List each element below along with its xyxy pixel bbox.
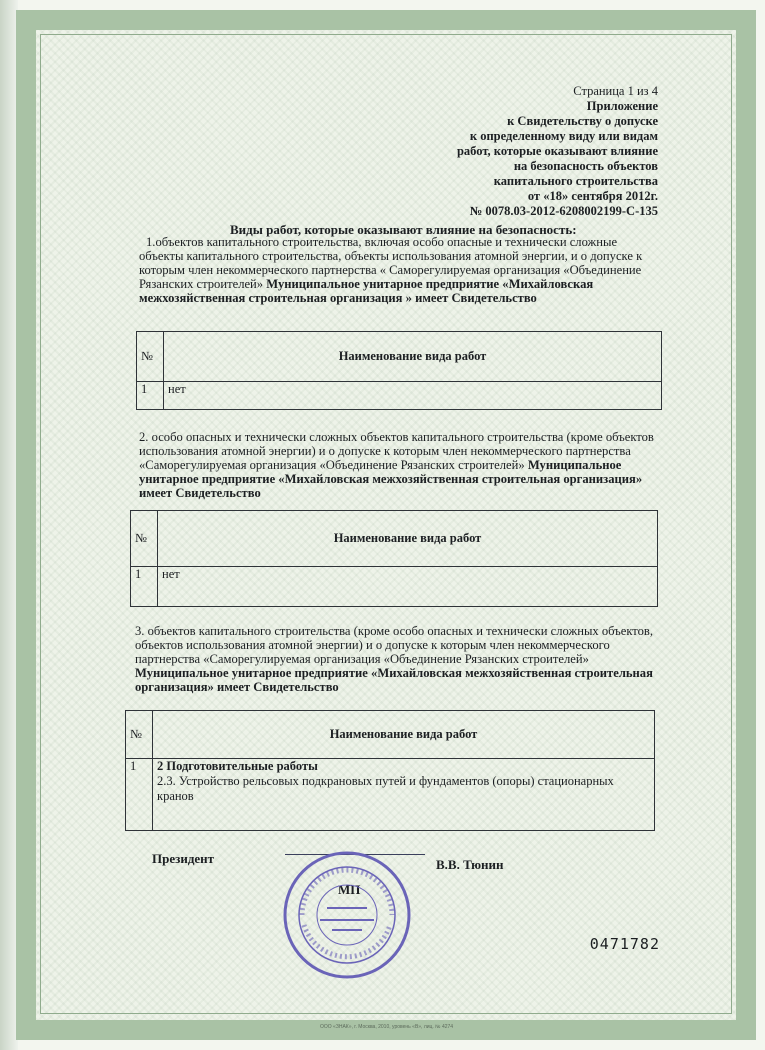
table-header-row [131, 511, 658, 567]
header-line-2: к Свидетельству о допуске [507, 114, 658, 128]
block3-line3: партнерства «Саморегулируемая организация «Объединение Рязанских строителей» [135, 652, 589, 666]
works-table-3 [125, 710, 655, 831]
table-header-num: № [126, 711, 153, 759]
page-number: Страница 1 из 4 [573, 84, 658, 98]
block2-line3 [139, 458, 659, 472]
block2-line4: унитарное предприятие «Михайловская межхозяйственная строительная организация» [139, 472, 643, 486]
header-line-3: к определенному виду или видам [469, 129, 658, 143]
row-name: нет [164, 382, 662, 410]
header-line-1: Приложение [586, 99, 658, 113]
certificate-number: № 0078.03-2012-6208002199-С-135 [469, 204, 658, 218]
work-group: 2 Подготовительные работы [157, 759, 318, 773]
row-content [153, 759, 655, 831]
works-table-2 [130, 510, 658, 607]
block3-line4: Муниципальное унитарное предприятие «Михайловская межхозяйственная строительная [135, 666, 653, 680]
block3-line5-a: организация» [135, 680, 214, 694]
table-header-name: Наименование вида работ [158, 511, 658, 567]
table-header-row [137, 332, 662, 382]
mp-label: МП [338, 882, 361, 897]
block2-line3-a: «Саморегулируемая организация «Объединение Рязанских строителей» [139, 458, 525, 472]
block1-line4-b: Муниципальное унитарное предприятие «Михайловская [266, 277, 594, 291]
block1-line3: которым член некоммерческого партнерства « Саморегулируемая организация «Объединение [139, 263, 642, 277]
table-row [126, 759, 655, 831]
block3-line5-b: имеет Свидетельство [213, 680, 339, 694]
header-line-4: работ, которые оказывают влияние [456, 144, 658, 158]
block1-line5-b: имеет Свидетельство [411, 291, 537, 305]
work-item: 2.3. Устройство рельсовых подкрановых путей и фундаментов (опоры) стационарных [157, 774, 614, 788]
block1-line4-a: Рязанских строителей» [139, 277, 264, 291]
header-line-7: от «18» сентября 2012г. [527, 189, 658, 203]
block2-line5: имеет Свидетельство [139, 486, 261, 500]
row-num: 1 [131, 567, 158, 607]
organization-seal [282, 850, 412, 980]
block1-line1: 1.объектов капитального строительства, включая особо опасные и технически сложные [146, 235, 618, 249]
block1-line5-a: межхозяйственная строительная организация » [139, 291, 412, 305]
table-row [131, 567, 658, 607]
block3-line5 [135, 680, 660, 694]
document-header [457, 84, 658, 219]
row-num: 1 [137, 382, 164, 410]
row-num: 1 [126, 759, 153, 831]
table-header-name: Наименование вида работ [164, 332, 662, 382]
works-table-1 [136, 331, 662, 410]
block1-line4 [139, 277, 659, 291]
block2-line3-b: Муниципальное [524, 458, 622, 472]
table-header-num: № [131, 511, 158, 567]
printer-imprint: ООО «ЗНАК», г. Москва, 2010, уровень «В», лиц. № 4274 [320, 1024, 454, 1030]
block2-line1: 2. особо опасных и технически сложных объектов капитального строительства (кроме объектов [139, 430, 654, 444]
president-title: Президент [152, 851, 215, 866]
header-line-6: капитального строительства [493, 174, 658, 188]
block1-line5 [139, 291, 659, 305]
block2-line2: использования атомной энергии) и о допуске к которым член некоммерческого партнерства [139, 444, 631, 458]
serial-number: 0471782 [589, 935, 660, 953]
table-row [137, 382, 662, 410]
table-header-name: Наименование вида работ [153, 711, 655, 759]
section-title: Виды работ, которые оказывают влияние на безопасность: [230, 222, 577, 237]
header-line-5: на безопасность объектов [513, 159, 658, 173]
row-name: нет [158, 567, 658, 607]
block3-line2: объектов использования атомной энергии) и о допуске к которым член некоммерческого [135, 638, 610, 652]
table-header-row [126, 711, 655, 759]
president-name: В.В. Тюнин [436, 857, 504, 872]
table-header-num: № [137, 332, 164, 382]
block3-line1: 3. объектов капитального строительства (кроме особо опасных и технически сложных объектов, [135, 624, 654, 638]
work-item-cont: кранов [157, 789, 194, 803]
block1-line2: объекты капитального строительства, объекты использования атомной энергии, и о допуске к [139, 249, 643, 263]
